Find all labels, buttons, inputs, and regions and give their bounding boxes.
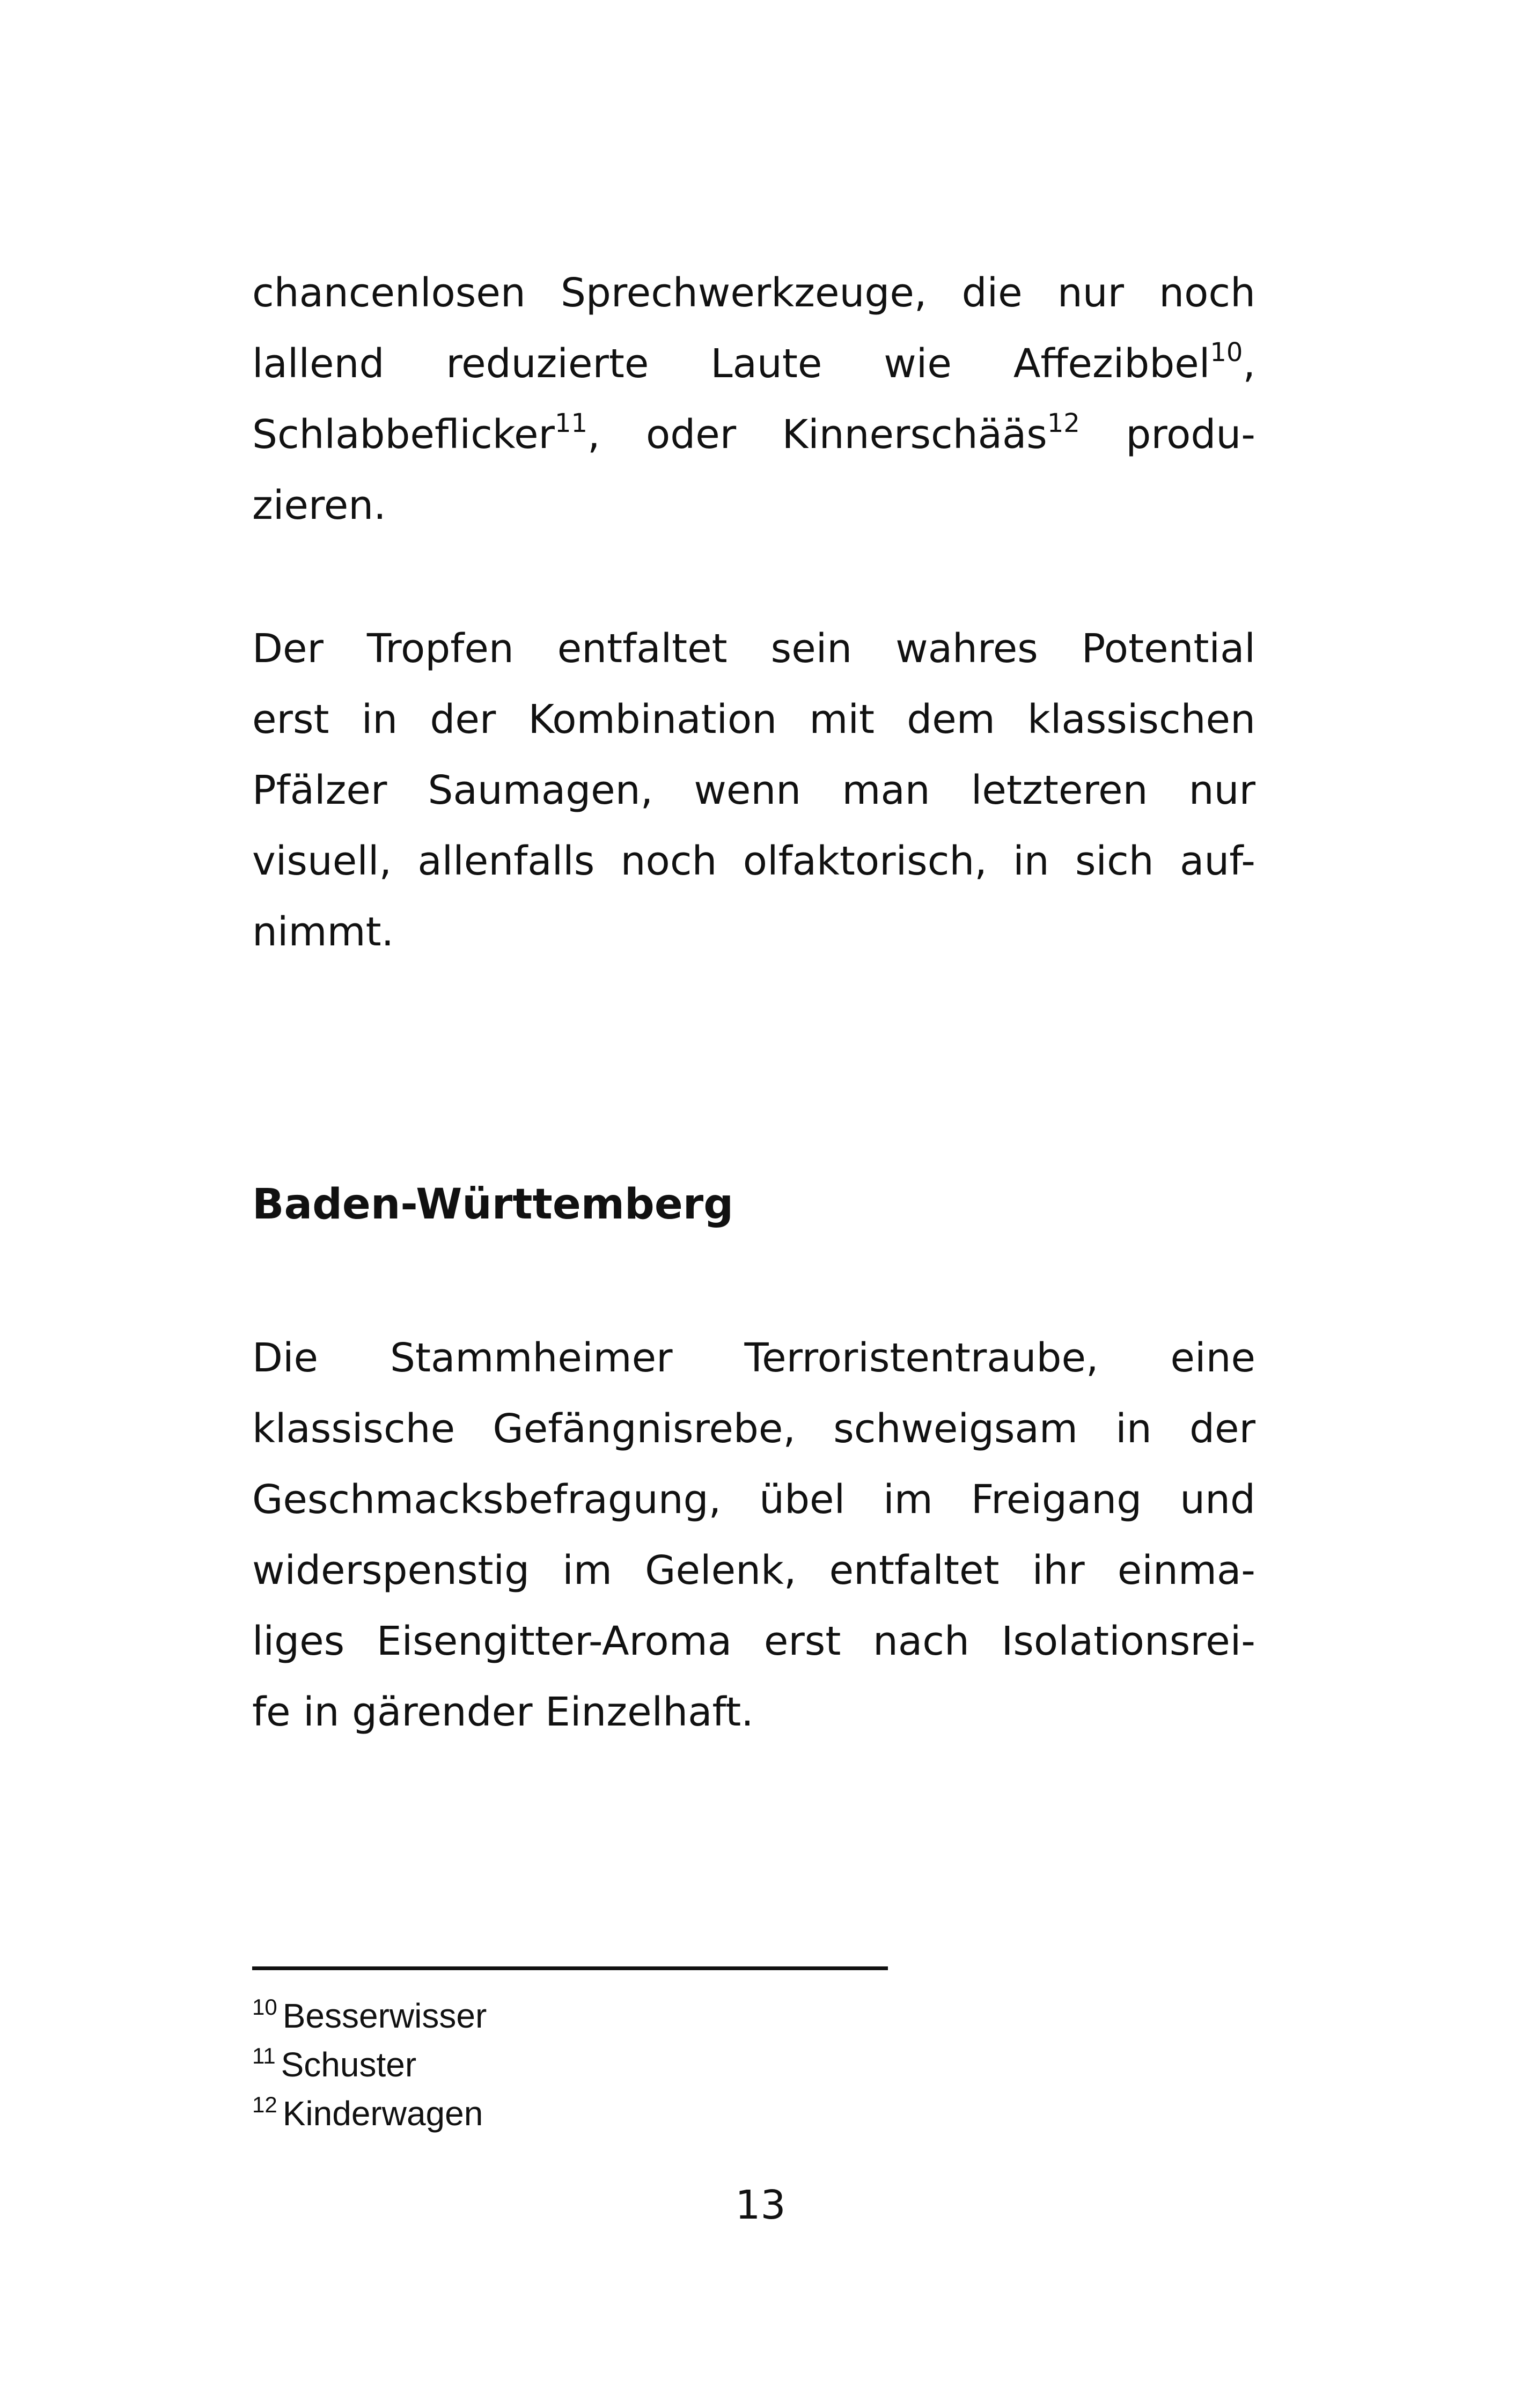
footnote-text: Besserwisser [282, 1996, 487, 2035]
footnote-item [252, 2089, 1057, 2138]
footnote-item [252, 2040, 1057, 2089]
page-number: 13 [735, 2182, 786, 2228]
line-text: Schlabbeflicker [252, 412, 555, 458]
paragraph-line: Geschmacksbefragung, übel im Freigang und [252, 1477, 1255, 1523]
paragraph-line: erst in der Kombination mit dem klassischen [252, 696, 1255, 743]
paragraph-1 [252, 258, 1255, 541]
footnote-ref[interactable]: 12 [1047, 408, 1080, 438]
paragraph-line [252, 328, 1255, 399]
line-text: , oder Kinnerschääs [587, 412, 1047, 458]
paragraph-3 [252, 1323, 1255, 1748]
line-text: produ- [1079, 412, 1255, 458]
paragraph-line: liges Eisengitter-Aroma erst nach Isolationsrei- [252, 1618, 1255, 1664]
footnote-text: Schuster [281, 2045, 417, 2084]
paragraph-line: widerspenstig im Gelenk, entfaltet ihr einma- [252, 1547, 1255, 1594]
footnote-ref[interactable]: 11 [554, 408, 588, 438]
paragraph-line: Die Stammheimer Terroristentraube, eine [252, 1335, 1255, 1381]
line-text: , [1243, 341, 1255, 387]
footnote-ref[interactable]: 10 [1210, 337, 1243, 368]
paragraph-line: fe in gärender Einzelhaft. [252, 1689, 754, 1735]
paragraph-line: Pfälzer Saumagen, wenn man letzteren nur [252, 767, 1255, 813]
footnote-item [252, 1992, 1057, 2040]
paragraph-line: zieren. [252, 482, 386, 528]
footnote-number: 12 [252, 2092, 277, 2117]
footnote-number: 10 [252, 1994, 277, 2020]
footnotes [252, 1992, 1057, 2138]
paragraph-2 [252, 613, 1255, 967]
paragraph-line: chancenlosen Sprechwerkzeuge, die nur noch [252, 270, 1255, 316]
paragraph-line: nimmt. [252, 909, 394, 955]
footnote-separator [252, 1966, 888, 1970]
footnote-text: Kinderwagen [282, 2094, 483, 2133]
paragraph-line: klassische Gefängnisrebe, schweigsam in der [252, 1406, 1255, 1452]
paragraph-line [252, 399, 1255, 470]
line-text: lallend reduzierte Laute wie Affezibbel [252, 341, 1210, 387]
section-heading: Baden-Württemberg [252, 1180, 734, 1229]
paragraph-line: visuell, allenfalls noch olfaktorisch, in sich auf- [252, 838, 1255, 884]
paragraph-line: Der Tropfen entfaltet sein wahres Potential [252, 626, 1255, 672]
footnote-number: 11 [252, 2043, 276, 2068]
